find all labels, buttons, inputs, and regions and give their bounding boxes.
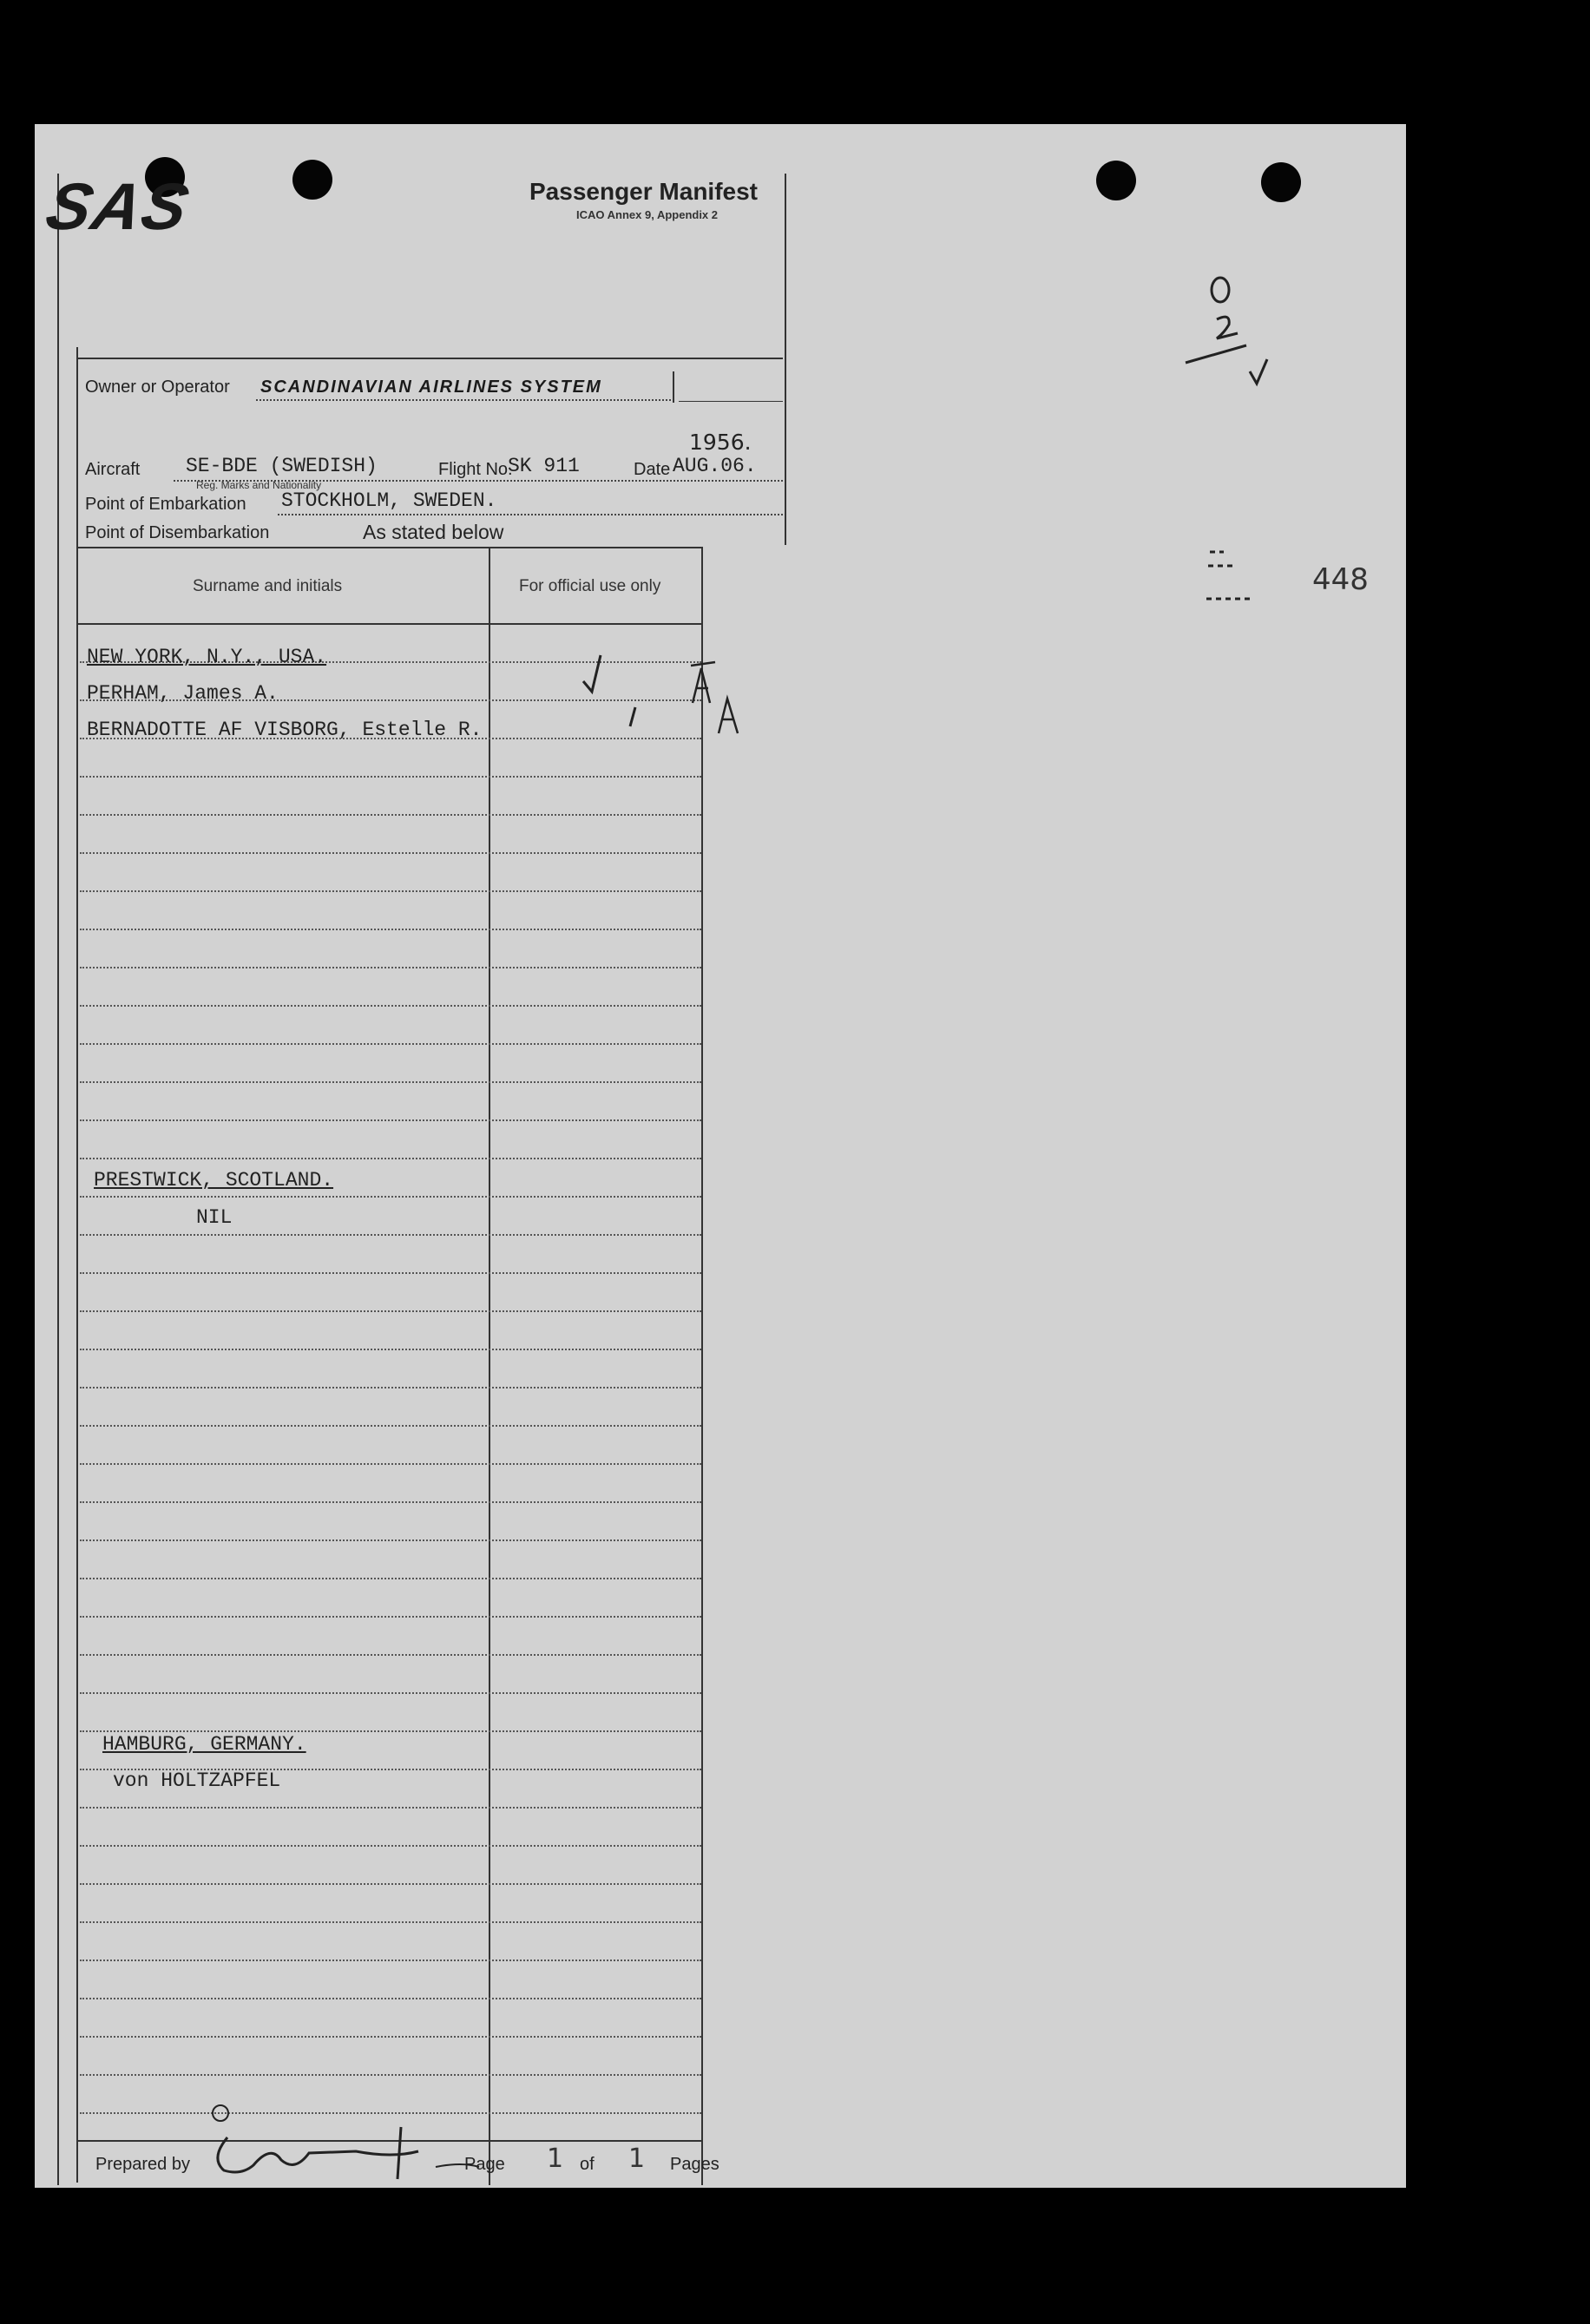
official-use-column-header: For official use only (519, 577, 661, 595)
table-row-line (80, 1501, 701, 1503)
pages-label: Pages (670, 2155, 719, 2174)
operator-label: Owner or Operator (85, 377, 230, 397)
table-top-border (76, 547, 703, 548)
operator-underline (256, 399, 671, 401)
punch-hole (292, 160, 332, 200)
table-row-line (80, 967, 701, 968)
tick-mark-icon (630, 707, 635, 726)
margin-dash-marks (1198, 547, 1258, 607)
table-row-line (80, 1387, 701, 1388)
manifest-title: Passenger Manifest (529, 178, 758, 205)
table-row-line (80, 1196, 701, 1198)
operator-value: SCANDINAVIAN AIRLINES SYSTEM (260, 377, 602, 397)
reg-marks-caption: Reg. Marks and Nationality (196, 479, 322, 491)
table-row-line (80, 1310, 701, 1312)
header-divider (76, 358, 783, 359)
aircraft-underline (174, 480, 783, 482)
manifest-subtitle: ICAO Annex 9, Appendix 2 (576, 208, 719, 221)
page-label: Page (464, 2155, 505, 2174)
check-mark-icon (583, 655, 601, 692)
initial-mark-icon (691, 662, 715, 703)
operator-mark (673, 371, 674, 403)
table-row-line (80, 1692, 701, 1694)
destination-hamburg: HAMBURG, GERMANY. (102, 1733, 306, 1756)
embarkation-underline (278, 514, 783, 515)
passenger-von-holtzapfel: von HOLTZAPFEL (113, 1769, 281, 1792)
table-row-line (80, 890, 701, 892)
date-label: Date (634, 460, 671, 479)
table-right-border (701, 547, 703, 2185)
date-value: AUG.06. (673, 455, 757, 477)
table-row-line (80, 1578, 701, 1579)
passenger-nil: NIL (196, 1206, 233, 1229)
table-row-line (80, 1998, 701, 1999)
operator-blank (679, 401, 783, 402)
table-row-line (80, 929, 701, 930)
flight-number-label: Flight No. (438, 460, 513, 479)
sas-logo: SAS (39, 170, 197, 244)
table-row-line (80, 814, 701, 816)
embarkation-label: Point of Embarkation (85, 495, 246, 514)
total-pages: 1 (628, 2143, 646, 2174)
flight-number-value: SK 911 (508, 455, 580, 477)
table-row-line (80, 1425, 701, 1427)
margin-annotation-icon (1180, 269, 1293, 408)
table-row-line (80, 1005, 701, 1007)
table-row-line (80, 1463, 701, 1465)
table-row-line (80, 1960, 701, 1961)
table-row-line (80, 1883, 701, 1885)
aircraft-value: SE-BDE (SWEDISH) (186, 455, 378, 477)
disembarkation-value: As stated below (363, 521, 504, 543)
of-label: of (580, 2155, 595, 2174)
table-row-line (80, 1807, 701, 1809)
form-left-border (57, 174, 59, 2185)
table-row-line (80, 852, 701, 854)
destination-new-york: NEW YORK, N.Y., USA. (87, 646, 327, 668)
table-header-divider (76, 623, 703, 625)
table-row-line (80, 1272, 701, 1274)
table-row-line (80, 1845, 701, 1847)
table-row-line (80, 1921, 701, 1923)
table-col-divider (489, 547, 490, 2185)
disembarkation-label: Point of Disembarkation (85, 523, 270, 542)
table-row-line (80, 1730, 701, 1732)
page-number: 1 (547, 2143, 564, 2174)
header-right-border (785, 174, 786, 545)
table-row-line (80, 1158, 701, 1159)
table-row-line (80, 2036, 701, 2038)
table-row-line (80, 1234, 701, 1236)
table-row-line (80, 1043, 701, 1045)
table-row-line (80, 2074, 701, 2076)
embarkation-value: STOCKHOLM, SWEDEN. (281, 489, 497, 512)
prepared-by-label: Prepared by (95, 2155, 190, 2174)
table-row-line (80, 1539, 701, 1541)
check-marks (573, 647, 764, 742)
flight-year: 1956. (689, 430, 752, 455)
table-row-line (80, 1654, 701, 1656)
table-row-line (80, 1349, 701, 1350)
table-row-line (80, 1616, 701, 1618)
passenger-bernadotte: BERNADOTTE AF VISBORG, Estelle R. (87, 719, 483, 741)
passenger-perham: PERHAM, James A. (87, 682, 279, 705)
destination-prestwick: PRESTWICK, SCOTLAND. (94, 1169, 334, 1192)
table-row-line (80, 776, 701, 778)
punch-hole (1261, 162, 1301, 202)
initial-a-icon (719, 699, 738, 733)
table-row-line (80, 1081, 701, 1083)
surname-column-header: Surname and initials (193, 577, 343, 595)
table-row-line (80, 1119, 701, 1121)
punch-hole (1096, 161, 1136, 200)
sheet-number: 448 (1312, 562, 1369, 597)
aircraft-label: Aircraft (85, 460, 141, 479)
